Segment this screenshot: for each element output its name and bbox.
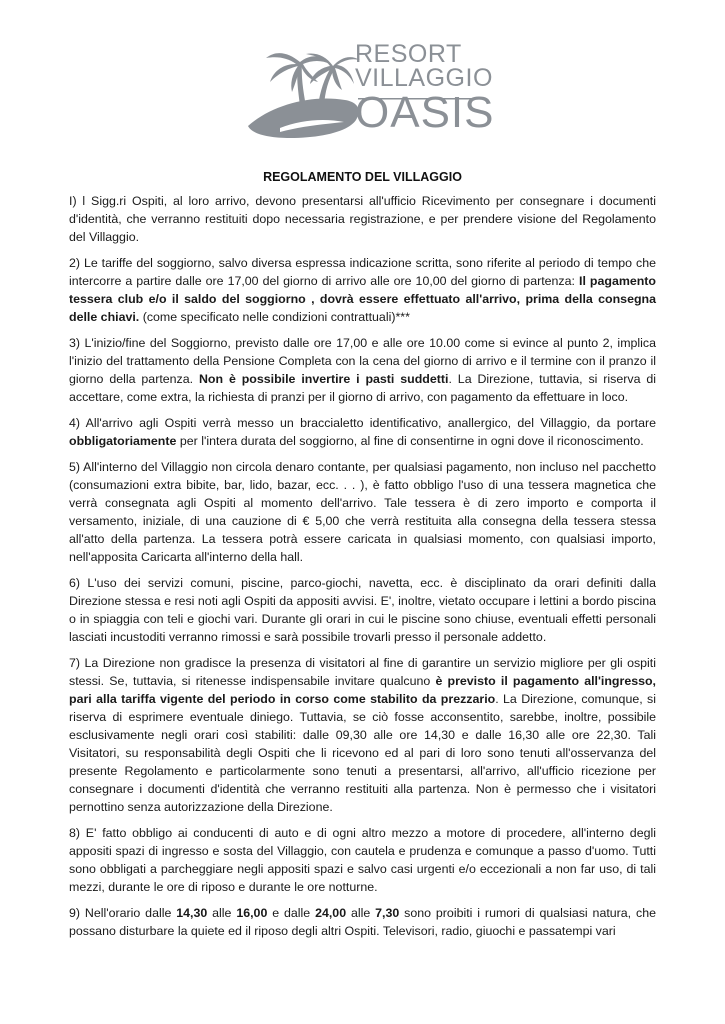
rule-9-time-1: 14,30 (176, 906, 208, 920)
logo-word-resort: RESORT (355, 40, 462, 68)
logo-word-oasis: OASIS (355, 88, 495, 137)
rules-body (69, 192, 656, 948)
rule-4-text-end: per l'intera durata del soggiorno, al fine di consentirne in ogni dove il riconoscimento. (176, 434, 644, 448)
rule-9-time-2: 16,00 (236, 906, 268, 920)
rule-5-text: 5) All'interno del Villaggio non circola denaro contante, per qualsiasi pagamento, non incluso nel pacchetto (consumazioni extra bibite, bar, lido, bazar, ecc. . . ), è fatto obbligo l'uso di una tessera magnetica che verrà consegnata agli Ospiti al momento dell'arrivo. Tale tessera è di zero importo e comporta il versamento, iniziale, di una cauzione di € 5,00 che verrà restituita alla consegna della tessera stessa all'atto della partenza. La tessera potrà essere caricata in qualsiasi momento, con qualsiasi importo, nell'apposita Caricarta all'interno della hall. (69, 460, 656, 564)
logo-word-villaggio: VILLAGGIO (355, 64, 493, 92)
rule-3-text-end: . La Direzione, tuttavia, si riserva di accettare, come extra, la richiesta di pranzi per il giorno di arrivo, con pagamento da effettuare in loco. (69, 372, 656, 404)
rule-9 (69, 904, 656, 940)
rule-3-bold: Non è possibile invertire i pasti suddetti (198, 372, 449, 386)
rule-2-note: (come specificato nelle condizioni contrattuali)*** (139, 310, 410, 324)
rule-9-sep-3: alle (346, 906, 376, 920)
rule-6 (69, 574, 656, 646)
rule-9-time-4: 7,30 (375, 906, 400, 920)
rule-9-time-3: 24,00 (315, 906, 347, 920)
logo-divider-bottom (260, 92, 261, 93)
rule-9-text-end: sono proibiti i rumori di qualsiasi natura, che possano disturbare la quiete ed il riposo degli altri Ospiti. Televisori, radio, giuochi e passatempi vari (69, 906, 656, 938)
rule-4-text: 4) All'arrivo agli Ospiti verrà messo un braccialetto identificativo, anallergico, del Villaggio, da portare (69, 416, 656, 430)
rule-1 (69, 192, 656, 246)
rule-7-text: 7) La Direzione non gradisce la presenza di visitatori al fine di garantire un servizio migliore per gli ospiti stessi. Se, tuttavia, si ritenesse indispensabile invitare qualcuno (69, 656, 656, 688)
rule-3 (69, 334, 656, 406)
rule-9-sep-2: e dalle (267, 906, 316, 920)
rule-2-text: 2) Le tariffe del soggiorno, salvo diversa espressa indicazione scritta, sono riferite al periodo di tempo che intercorre a partire dalle ore 17,00 del giorno di arrivo alle ore 10,00 del giorno di partenza: (69, 256, 656, 288)
rule-6-text: 6) L'uso dei servizi comuni, piscine, parco-giochi, navetta, ecc. è disciplinato da orari definiti dalla Direzione stessa e resi noti agli Ospiti da appositi avvisi. E', inoltre, vietato occupare i lettini a bordo piscina o in spiaggia con teli e giochi vari. Durante gli orari in cui le piscine sono chiuse, eventuali effetti personali lasciati incustoditi verranno rimossi e sarà possibile trovarli presso il personale addetto. (69, 576, 656, 644)
rule-7 (69, 654, 656, 816)
rule-7-text-end: . La Direzione, comunque, si riserva di esprimere eventuale diniego. Tuttavia, se ciò fosse acconsentito, sarebbe, inoltre, possibile esclusivamente negli orari così stabiliti: dalle 09,30 alle ore 14,30 e dalle 16,30 alle ore 22,30. Tali Visitatori, su responsabilità degli Ospiti che li ricevono ed al pari di loro sono tenuti all'osservanza del presente Regolamento e particolarmente sono tenuti a presentarsi, all'arrivo, all'ufficio ricezione per consegnare i documenti d'identità che verranno restituiti alla partenza. Non è permesso che i visitatori pernottino senza autorizzazione della Direzione. (69, 692, 657, 814)
rule-4 (69, 414, 656, 450)
rule-5 (69, 458, 656, 566)
rule-2-bold: Il pagamento tessera club e/o il saldo del soggiorno , dovrà essere effettuato all'arrivo, prima della consegna delle chiavi. (69, 274, 657, 324)
rule-9-text: 9) Nell'orario dalle (69, 906, 177, 920)
rule-8 (69, 824, 656, 896)
rule-4-bold: obbligatoriamente (69, 434, 177, 448)
rule-7-bold: è previsto il pagamento all'ingresso, pari alla tariffa vigente del periodo in corso come stabilito da prezzario (69, 674, 657, 706)
rule-9-sep-1: alle (207, 906, 237, 920)
document-title: REGOLAMENTO DEL VILLAGGIO (263, 170, 462, 184)
rule-2 (69, 254, 656, 326)
rule-8-text: 8) E' fatto obbligo ai conducenti di auto e di ogni altro mezzo a motore di procedere, all'interno degli appositi spazi di ingresso e sosta del Villaggio, con cautela e prudenza e comunque a passo d'uomo. Tutti sono obbligati a parcheggiare negli appositi spazi e salvo casi urgenti e/o eccezionali a non far uso, di tali mezzi, durante le ore di riposo e durante le ore notturne. (69, 826, 656, 894)
rule-3-text: 3) L'inizio/fine del Soggiorno, previsto dalle ore 17,00 e alle ore 10.00 come si evince al punto 2, implica l'inizio del trattamento della Pensione Completa con la cena del giorno di arrivo e il termine con il pranzo il giorno della partenza. (69, 336, 656, 386)
rule-1-text: I) l Sigg.ri Ospiti, al loro arrivo, devono presentarsi all'ufficio Ricevimento per consegnare i documenti d'identità, che verranno restituiti dopo necessaria registrazione, e per prendere visione del Regolamento del Villaggio. (69, 194, 656, 244)
